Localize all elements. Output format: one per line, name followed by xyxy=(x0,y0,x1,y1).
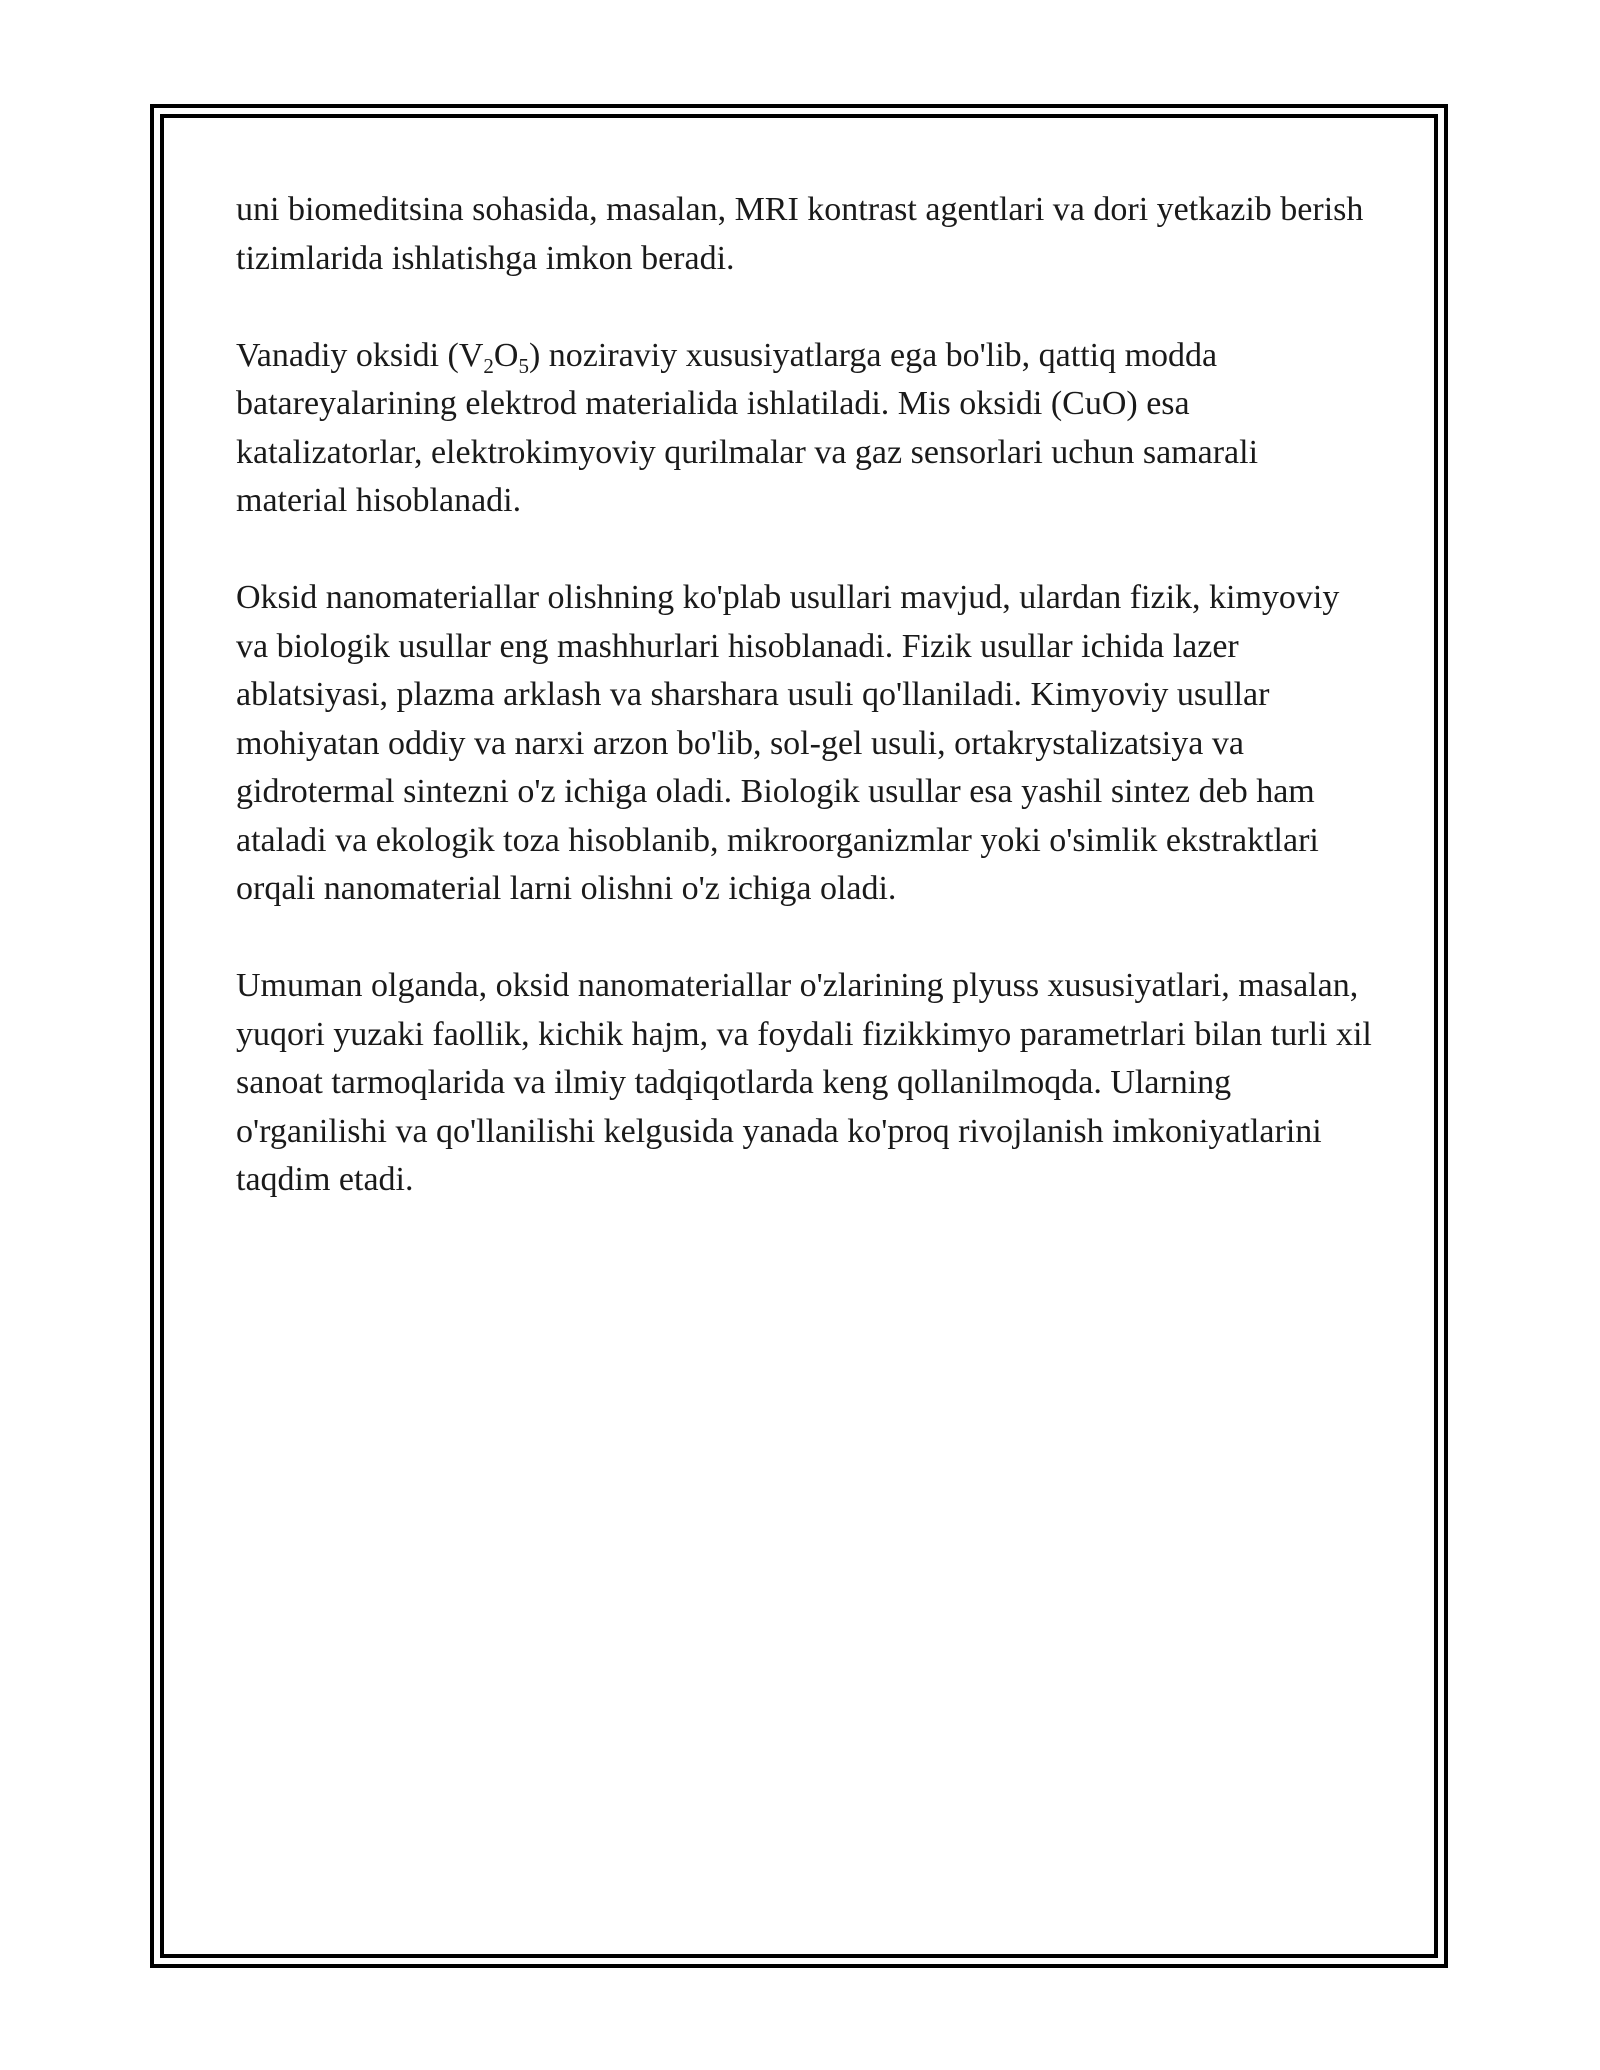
paragraph-1: uni biomeditsina sohasida, masalan, MRI kontrast agentlari va dori yetkazib berish tizimlarida ishlatishga imkon beradi. xyxy=(236,191,1364,277)
document-body xyxy=(236,186,1376,1253)
subscript-2: 2 xyxy=(483,353,494,378)
paragraph-2-text-start: Vanadiy oksidi (V xyxy=(236,336,484,374)
paragraph-4: Umuman olganda, oksid nanomateriallar o'zlarining plyuss xususiyatlari, masalan, yuqori yuzaki faollik, kichik hajm, va foydali fizikkimyo parametrlari bilan turli xil sanoat tarmoqlarida va ilmiy tadqiqotlarda keng qollanilmoqda. Ularning o'rganilishi va qo'llanilishi kelgusida yanada ko'proq rivojlanish imkoniyatlarini taqdim etadi. xyxy=(236,967,1372,1198)
paragraph-2 xyxy=(236,332,1376,526)
oxygen-symbol: O xyxy=(493,336,519,374)
paragraph-2-text-end: ) noziraviy xususiyatlarga ega bo'lib, qattiq modda batareyalarining elektrod materialida ishlatiladi. Mis oksidi (CuO) esa katalizatorlar, elektrokimyoviy qurilmalar va gaz sensorlari uchun samarali material hisoblanadi. xyxy=(236,336,1259,519)
paragraph-3: Oksid nanomateriallar olishning ko'plab usullari mavjud, ulardan fizik, kimyoviy va biologik usullar eng mashhurlari hisoblanadi. Fizik usullar ichida lazer ablatsiyasi, plazma arklash va sharshara usuli qo'llaniladi. Kimyoviy usullar mohiyatan oddiy va narxi arzon bo'lib, sol-gel usuli, ortakrystalizatsiya va gidrotermal sintezni o'z ichiga oladi. Biologik usullar esa yashil sintez deb ham ataladi va ekologik toza hisoblanib, mikroorganizmlar yoki o'simlik ekstraktlari orqali nanomaterial larni olishni o'z ichiga oladi. xyxy=(236,579,1340,907)
subscript-5: 5 xyxy=(518,353,529,378)
